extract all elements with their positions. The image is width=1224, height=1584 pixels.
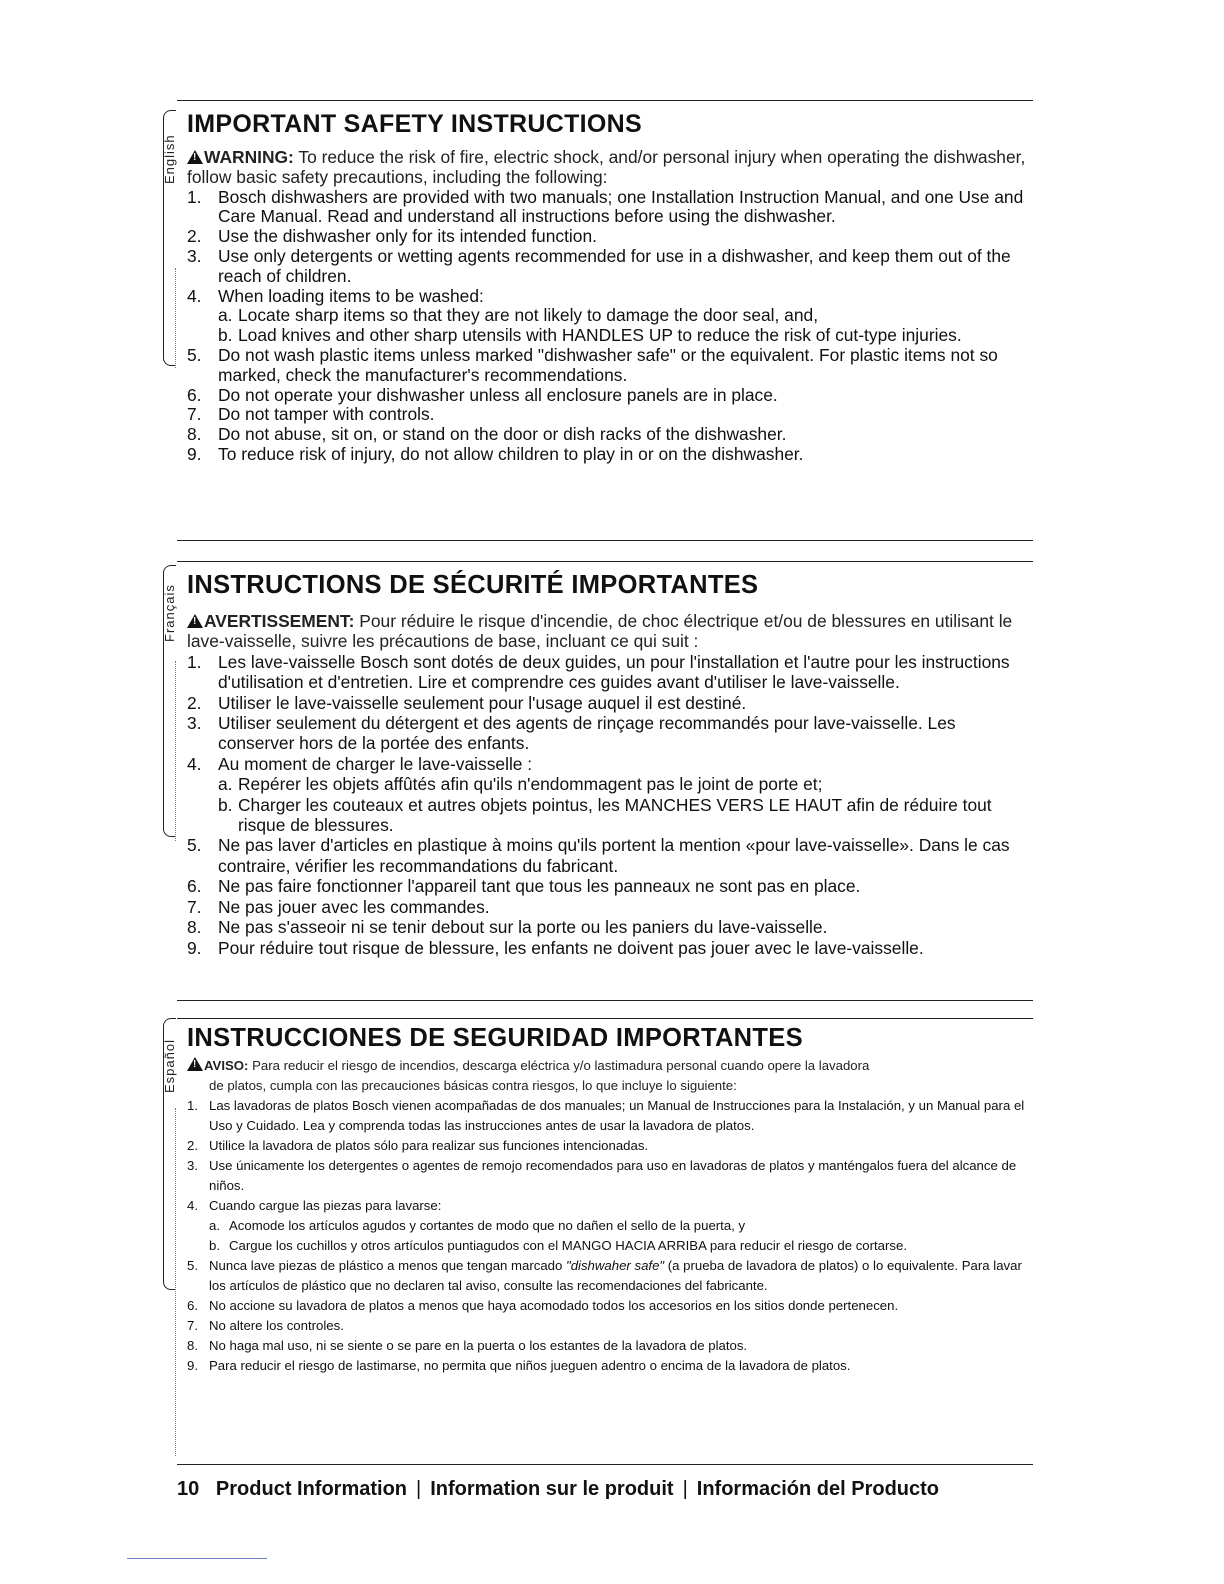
warning-paragraph bbox=[187, 611, 1033, 652]
warning-paragraph bbox=[187, 1056, 1033, 1096]
warning-triangle-icon bbox=[187, 1057, 203, 1071]
scan-artifact-line bbox=[127, 1558, 267, 1559]
language-label: English bbox=[162, 134, 177, 184]
footer-separator: | bbox=[416, 1478, 422, 1500]
instruction-list bbox=[187, 188, 1033, 465]
list-item: 5. Nunca lave piezas de plástico a menos que tengan marcado "dishwaher safe" (a prueba de lavadora de platos) o lo equivalente. Para lavar los artículos de plástico que no declaren tal aviso, consulte las recomendaciones del fabricante. bbox=[187, 1258, 1022, 1293]
sub-list-item: a. Repérer les objets affûtés afin qu'ils n'endommagent pas le joint de porte et; bbox=[218, 774, 823, 795]
sub-list bbox=[218, 774, 1033, 835]
safety-section-spanish bbox=[163, 1018, 1033, 1465]
list-item: 8. Ne pas s'asseoir ni se tenir debout sur la porte ou les paniers du lave-vaisselle. bbox=[187, 917, 828, 938]
list-item: 8. Do not abuse, sit on, or stand on the door or dish racks of the dishwasher. bbox=[187, 424, 787, 445]
sub-list-item: b. Load knives and other sharp utensils with HANDLES UP to reduce the risk of cut-type injuries. bbox=[218, 325, 962, 346]
list-item: 2. Utilice la lavadora de platos sólo para realizar sus funciones intencionadas. bbox=[187, 1138, 649, 1153]
list-item: 8. No haga mal uso, ni se siente o se pare en la puerta o los estantes de la lavadora de platos. bbox=[187, 1338, 748, 1353]
list-item: 9. Para reducir el riesgo de lastimarse, no permita que niños jueguen adentro o encima de la lavadora de platos. bbox=[187, 1358, 851, 1373]
sub-list-item: a. Acomode los artículos agudos y cortantes de modo que no dañen el sello de la puerta, y bbox=[209, 1218, 746, 1233]
dotted-guide bbox=[175, 1108, 176, 1456]
list-item: 2. Use the dishwasher only for its intended function. bbox=[187, 226, 597, 247]
warning-label: AVERTISSEMENT: bbox=[204, 611, 355, 631]
dotted-guide bbox=[175, 268, 176, 368]
list-item: 7. Ne pas jouer avec les commandes. bbox=[187, 896, 490, 917]
list-item: 9. Pour réduire tout risque de blessure, les enfants ne doivent pas jouer avec le lave-vaisselle. bbox=[187, 937, 924, 958]
section-bottom-rule bbox=[177, 540, 1033, 541]
footer-title-english: Product Information bbox=[215, 1478, 408, 1500]
warning-text: Pour réduire le risque d'incendie, de choc électrique et/ou de blessures en utilisant le lave-vaisselle, suivre les précautions de base, incluant ce qui suit : bbox=[187, 611, 1013, 652]
footer-title-spanish: Información del Producto bbox=[696, 1478, 940, 1500]
warning-triangle-icon bbox=[187, 150, 203, 164]
sub-list bbox=[209, 1216, 1033, 1256]
section-title: INSTRUCTIONS DE SÉCURITÉ IMPORTANTES bbox=[187, 571, 759, 599]
section-top-rule bbox=[177, 100, 1033, 101]
section-top-rule bbox=[177, 1018, 1033, 1019]
section-title: INSTRUCCIONES DE SEGURIDAD IMPORTANTES bbox=[187, 1024, 803, 1052]
warning-triangle-icon bbox=[187, 614, 203, 628]
warning-text-continued: de platos, cumpla con las precauciones básicas contra riesgos, lo que incluye lo siguiente: bbox=[209, 1078, 737, 1093]
dotted-guide bbox=[175, 661, 176, 841]
list-item: 7. No altere los controles. bbox=[187, 1318, 344, 1333]
sub-list-item: b. Cargue los cuchillos y otros artículos puntiagudos con el MANGO HACIA ARRIBA para reducir el riesgo de cortarse. bbox=[209, 1238, 908, 1253]
instruction-list bbox=[187, 1096, 1033, 1376]
warning-text: To reduce the risk of fire, electric shock, and/or personal injury when operating the dishwasher, follow basic safety precautions, including the following: bbox=[187, 147, 1026, 187]
language-label: Español bbox=[162, 1039, 177, 1093]
sub-list-item: b. Charger les couteaux et autres objets pointus, les MANCHES VERS LE HAUT afin de réduire tout risque de blessures. bbox=[218, 794, 992, 836]
list-item: 2. Utiliser le lave-vaisselle seulement pour l'usage auquel il est destiné. bbox=[187, 692, 747, 713]
warning-label: WARNING: bbox=[204, 147, 294, 167]
page-footer bbox=[177, 1478, 939, 1501]
list-item: 3. Use únicamente los detergentes o agentes de remojo recomendados para uso en lavadoras de platos y manténgalos fuera del alcance de niños. bbox=[187, 1158, 1017, 1193]
warning-text: Para reducir el riesgo de incendios, descarga eléctrica y/o lastimadura personal cuando opere la lavadora bbox=[252, 1058, 870, 1073]
sub-list bbox=[218, 306, 1033, 346]
list-item: 6. Ne pas faire fonctionner l'appareil tant que tous les panneaux ne sont pas en place. bbox=[187, 876, 861, 897]
list-item: 1. Les lave-vaisselle Bosch sont dotés de deux guides, un pour l'installation et l'autre pour les instructions d'utilisation et d'entretien. Lire et comprendre ces guides avant d'utiliser le lave-vaisselle. bbox=[187, 651, 1010, 693]
footer-separator: | bbox=[682, 1478, 688, 1500]
list-item: 5. Do not wash plastic items unless marked "dishwasher safe" or the equivalent. For plastic items not so marked, check the manufacturer's recommendations. bbox=[187, 344, 998, 385]
list-item: 7. Do not tamper with controls. bbox=[187, 404, 435, 425]
safety-section-english bbox=[163, 100, 1033, 541]
list-item: 9. To reduce risk of injury, do not allow children to play in or on the dishwasher. bbox=[187, 443, 804, 464]
list-item: 3. Use only detergents or wetting agents recommended for use in a dishwasher, and keep them out of the reach of children. bbox=[187, 245, 1011, 286]
list-item: 1. Las lavadoras de platos Bosch vienen acompañadas de dos manuales; un Manual de Instrucciones para la Instalación, y un Manual para el Uso y Cuidado. Lea y comprenda todas las instrucciones antes de usar la lavadora de platos. bbox=[187, 1098, 1025, 1133]
section-bottom-rule bbox=[177, 1000, 1033, 1001]
safety-section-french bbox=[163, 561, 1033, 1001]
sub-list-item: a. Locate sharp items so that they are not likely to damage the door seal, and, bbox=[218, 305, 819, 326]
language-label: Français bbox=[162, 584, 177, 642]
list-item: 5. Ne pas laver d'articles en plastique à moins qu'ils portent la mention «pour lave-vaisselle». Dans le cas contraire, vérifier les recommandations du fabricant. bbox=[187, 835, 1010, 876]
footer-title-french: Information sur le produit bbox=[430, 1478, 674, 1500]
section-top-rule bbox=[177, 561, 1033, 562]
list-item: 4. Au moment de charger le lave-vaisselle : a. Repérer les objets affûtés afin qu'ils n'endommagent pas le joint de porte et; b. Charger les couteaux et autres objets pointus, les MANCHES VERS LE HAUT afin de réduire tout risque de blessures. bbox=[187, 754, 1033, 836]
section-title: IMPORTANT SAFETY INSTRUCTIONS bbox=[187, 110, 643, 138]
warning-label: AVISO: bbox=[204, 1058, 249, 1073]
list-item: 4. When loading items to be washed: a. Locate sharp items so that they are not likely to damage the door seal, and, b. Load knives and other sharp utensils with HANDLES UP to reduce the risk of cut-type injuries. bbox=[187, 287, 1033, 346]
section-bottom-rule bbox=[177, 1464, 1033, 1465]
list-item: 1. Bosch dishwashers are provided with two manuals; one Installation Instruction Manual, and one Use and Care Manual. Read and understand all instructions before using the dishwasher. bbox=[187, 186, 1024, 227]
page-number: 10 bbox=[177, 1478, 200, 1500]
list-item: 3. Utiliser seulement du détergent et des agents de rinçage recommandés pour lave-vaisselle. Les conserver hors de la portée des enfants. bbox=[187, 713, 956, 754]
list-item: 6. Do not operate your dishwasher unless all enclosure panels are in place. bbox=[187, 384, 778, 405]
warning-paragraph bbox=[187, 148, 1033, 188]
instruction-list bbox=[187, 652, 1033, 958]
list-item: 4. Cuando cargue las piezas para lavarse: a. Acomode los artículos agudos y cortantes de modo que no dañen el sello de la puerta, y b. Cargue los cuchillos y otros artículos puntiagudos con el MANGO HACIA ARRIBA para reducir el riesgo de cortarse. bbox=[187, 1196, 1033, 1256]
list-item: 6. No accione su lavadora de platos a menos que haya acomodado todos los accesorios en los sitios donde pertenecen. bbox=[187, 1298, 899, 1313]
